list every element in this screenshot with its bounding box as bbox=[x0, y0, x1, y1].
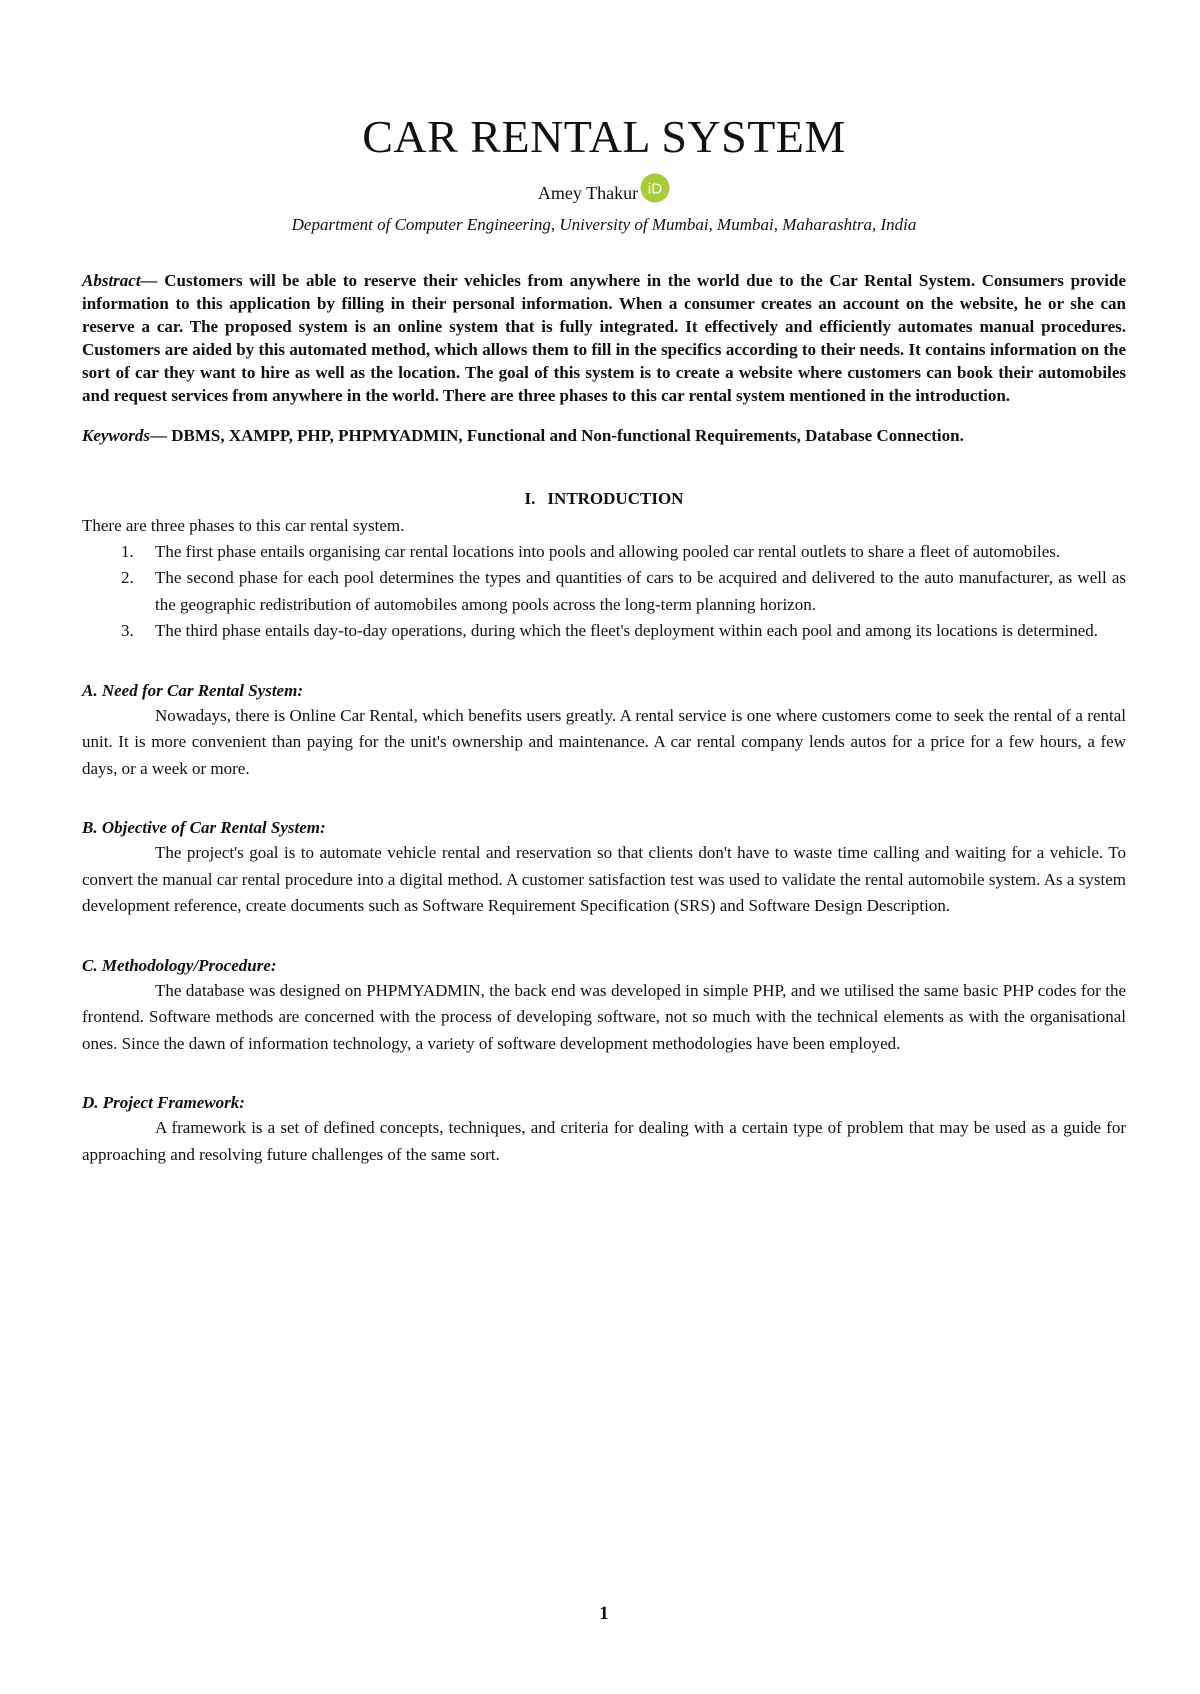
author-affiliation: Department of Computer Engineering, University of Mumbai, Mumbai, Maharashtra, India bbox=[291, 214, 917, 234]
keywords-label: Keywords— bbox=[82, 425, 167, 445]
section-title: INTRODUCTION bbox=[547, 488, 684, 508]
abstract-label: Abstract— bbox=[82, 270, 158, 290]
author-line bbox=[82, 179, 1126, 213]
subsection-text-framework: A framework is a set of defined concepts, techniques, and criteria for dealing with a certain type of problem that may be used as a guide for approaching and resolving future challenges of the same sort. bbox=[82, 1118, 1126, 1164]
document-page bbox=[82, 0, 1126, 1694]
author-name: Amey Thakur bbox=[537, 182, 639, 203]
list-item-number: 3. bbox=[121, 621, 134, 641]
section-number: I. bbox=[524, 488, 536, 508]
subsection-text-need: Nowadays, there is Online Car Rental, which benefits users greatly. A rental service is one where customers come to seek the rental of a rental unit. It is more convenient than paying for the unit's ownership and maintenance. A car rental company lends autos for a price for a few hours, a few days, or a week or more. bbox=[82, 705, 1126, 778]
paper-title: CAR RENTAL SYSTEM bbox=[362, 111, 846, 162]
subsection-text-objective: The project's goal is to automate vehicle rental and reservation so that clients don't have to waste time calling and waiting for a vehicle. To convert the manual car rental procedure into a digital method. A customer satisfaction test was used to validate the rental automobile system. As a system development reference, create documents such as Software Requirement Specification (SRS) and Software Design Description. bbox=[82, 843, 1126, 916]
list-item-number: 1. bbox=[121, 541, 134, 561]
subsection-text-methodology: The database was designed on PHPMYADMIN, the back end was developed in simple PHP, and we utilised the same basic PHP codes for the frontend. Software methods are concerned with the process of developing software, not so much with the technical elements as with the organisational ones. Since the dawn of information technology, a variety of software development methodologies have been employed. bbox=[82, 980, 1126, 1053]
keywords bbox=[82, 424, 1126, 447]
section-heading-introduction bbox=[82, 489, 1126, 509]
orcid-icon[interactable] bbox=[640, 173, 670, 203]
introduction-lead: There are three phases to this car rental system. bbox=[82, 515, 405, 535]
abstract-text: Customers will be able to reserve their vehicles from anywhere in the world due to the Car Rental System. Consumers provide information to this application by filling in their personal information. When a consumer creates an account on the website, he or she can reserve a car. The proposed system is an online system that is fully integrated. It effectively and efficiently automates manual procedures. Customers are aided by this automated method, which allows them to fill in the specifics according to their needs. It contains information on the sort of car they want to hire as well as the location. The goal of this system is to create a website where customers can book their automobiles and request services from anywhere in the world. There are three phases to this car rental system mentioned in the introduction. bbox=[82, 270, 1126, 405]
orcid-badge-text: iD bbox=[647, 180, 663, 198]
list-item-text: The third phase entails day-to-day operations, during which the fleet's deployment within each pool and among its locations is determined. bbox=[155, 621, 1099, 641]
list-item-number: 2. bbox=[121, 568, 134, 588]
list-item bbox=[82, 539, 1126, 566]
list-item bbox=[82, 565, 1126, 618]
subsection-heading-methodology: C. Methodology/Procedure: bbox=[82, 955, 277, 975]
subsection-heading-need: A. Need for Car Rental System: bbox=[82, 680, 303, 700]
subsection-heading-framework: D. Project Framework: bbox=[82, 1093, 245, 1113]
list-item-text: The first phase entails organising car rental locations into pools and allowing pooled car rental outlets to share a fleet of automobiles. bbox=[155, 541, 1061, 561]
keywords-text: DBMS, XAMPP, PHP, PHPMYADMIN, Functional and Non-functional Requirements, Database Connection. bbox=[171, 425, 964, 445]
list-item-text: The second phase for each pool determines the types and quantities of cars to be acquired and delivered to the auto manufacturer, as well as the geographic redistribution of automobiles among pools across the long-term planning horizon. bbox=[155, 568, 1126, 614]
list-item bbox=[82, 618, 1126, 645]
page-number: 1 bbox=[599, 1603, 609, 1624]
abstract bbox=[82, 269, 1126, 407]
phase-list bbox=[82, 539, 1126, 645]
subsection-heading-objective: B. Objective of Car Rental System: bbox=[82, 818, 326, 838]
